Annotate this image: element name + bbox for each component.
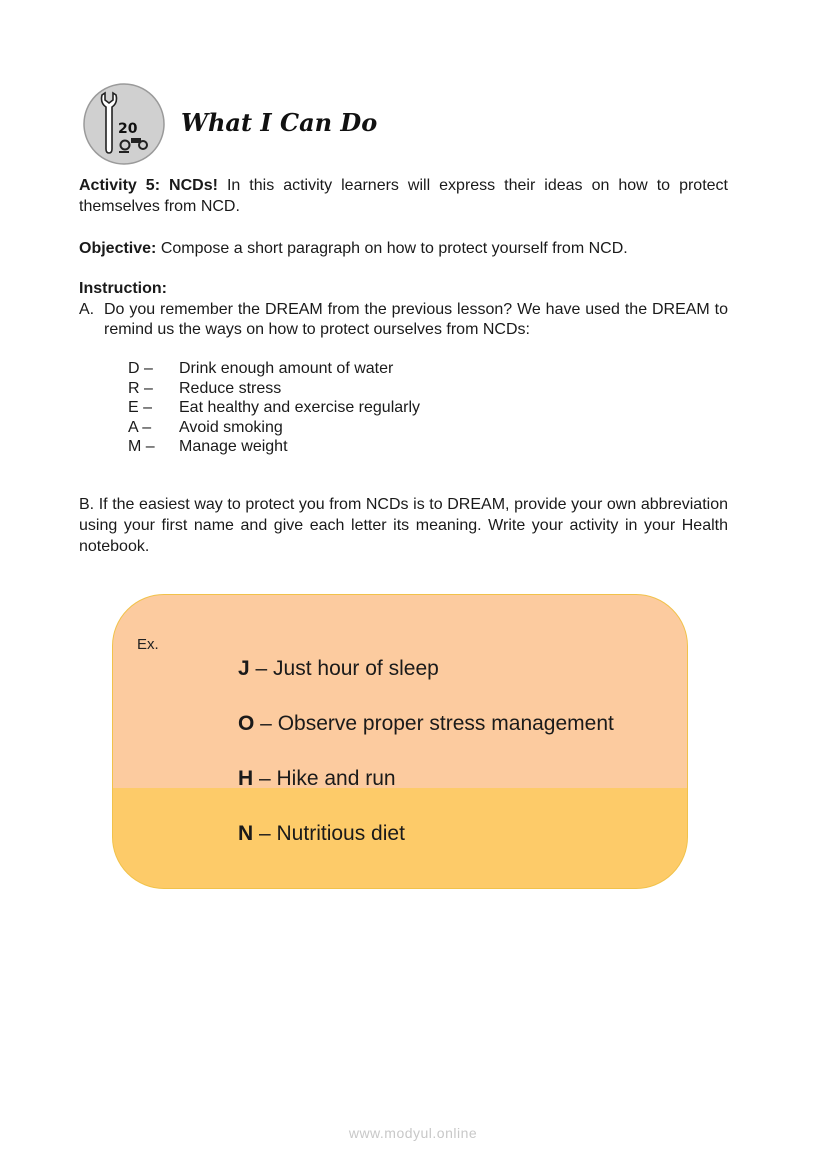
watermark: www.modyul.online	[348, 1125, 478, 1141]
dream-letter: M –	[128, 438, 155, 455]
dream-letter: A –	[128, 418, 152, 436]
dream-meaning: Drink enough amount of water	[179, 360, 394, 377]
list-item	[128, 398, 420, 418]
activity-text: In this activity learners will express their ideas on how to protect themselves from NCD.	[79, 177, 728, 215]
example-meaning: – Nutritious diet	[253, 822, 405, 845]
dream-meaning: Eat healthy and exercise regularly	[179, 399, 421, 416]
list-item	[128, 437, 420, 457]
example-letter: N	[238, 822, 254, 845]
dream-list	[128, 359, 420, 457]
svg-text:20: 20	[118, 121, 138, 137]
activity-label: Activity 5: NCDs!	[79, 177, 218, 194]
example-meaning: – Just hour of sleep	[249, 657, 439, 680]
dream-letter: R –	[128, 379, 153, 397]
instruction-heading: Instruction:	[79, 280, 167, 297]
dream-meaning: Reduce stress	[179, 379, 282, 397]
list-item	[128, 418, 420, 438]
page-title: What I Can Do	[181, 108, 378, 137]
instruction-a-marker: A.	[79, 301, 95, 318]
dream-letter: D –	[128, 360, 153, 377]
instruction-a-text: Do you remember the DREAM from the previous lesson? We have used the DREAM to remind us the ways on how to protect ourselves from NCDs:	[104, 301, 728, 338]
instruction-a	[79, 300, 728, 340]
example-meaning: – Observe proper stress management	[254, 712, 614, 735]
list-item	[238, 820, 614, 875]
dream-meaning: Manage weight	[179, 438, 288, 455]
activity-paragraph	[79, 175, 728, 217]
example-label: Ex.	[137, 636, 159, 653]
dream-meaning: Avoid smoking	[179, 418, 283, 436]
objective-text: Compose a short paragraph on how to protect yourself from NCD.	[160, 240, 628, 257]
instruction-b-text: B. If the easiest way to protect you from NCDs is to DREAM, provide your own abbreviation using your first name and give each letter its meaning. Write your activity in your Health notebook.	[79, 496, 728, 555]
list-item	[238, 710, 614, 765]
list-item	[128, 359, 420, 379]
example-list	[238, 655, 614, 875]
example-letter: O	[238, 712, 255, 735]
example-meaning: – Hike and run	[253, 767, 396, 790]
example-letter: H	[238, 767, 254, 790]
objective-paragraph	[79, 238, 728, 259]
example-box	[112, 594, 688, 889]
tools-icon	[83, 83, 165, 165]
list-item	[238, 655, 614, 710]
example-letter: J	[238, 657, 250, 680]
list-item	[238, 765, 614, 820]
objective-label: Objective:	[79, 240, 157, 257]
dream-letter: E –	[128, 399, 153, 416]
list-item	[128, 379, 420, 399]
